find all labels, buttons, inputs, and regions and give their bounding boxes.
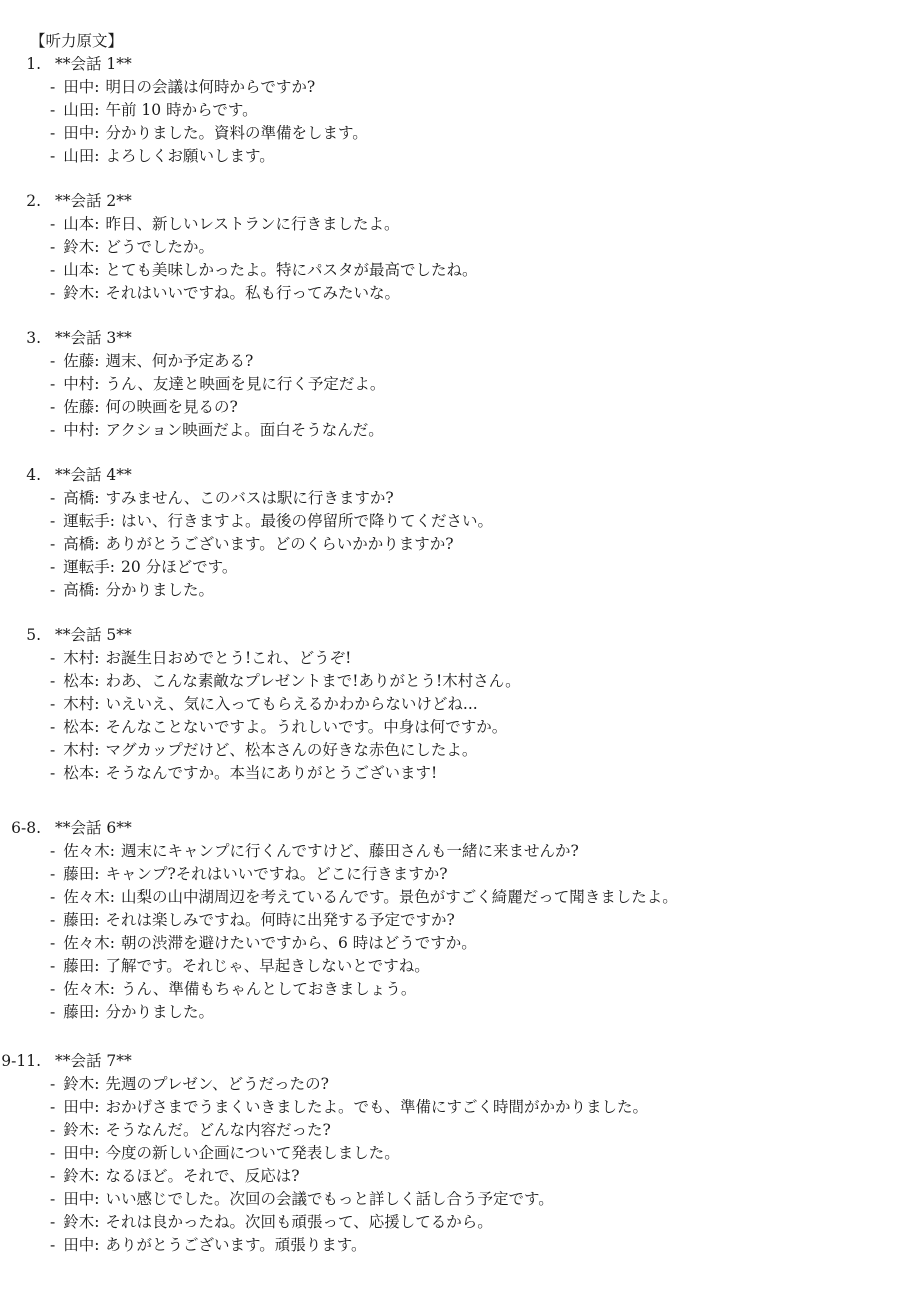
speaker-separator: : — [94, 1167, 100, 1185]
dialogue-line — [50, 236, 880, 259]
bullet-dash: - — [50, 101, 56, 119]
speaker-separator: : — [94, 1236, 100, 1254]
speaker-name: 田中 — [63, 1236, 95, 1254]
speaker-separator: : — [94, 1003, 100, 1021]
dialogue-text: 分かりました。 — [105, 1003, 215, 1021]
section-number: 9-11. — [1, 1052, 41, 1070]
dialogue-line — [50, 739, 880, 762]
dialogue-line — [50, 1165, 880, 1188]
bullet-dash: - — [50, 261, 56, 279]
section-heading: **会話 4** — [55, 466, 132, 484]
dialogue-line — [50, 556, 880, 579]
speaker-separator: : — [109, 888, 115, 906]
bullet-dash: - — [50, 398, 56, 416]
bullet-dash: - — [50, 1236, 56, 1254]
speaker-name: 高橋 — [63, 535, 95, 553]
section — [0, 817, 880, 1024]
dialogue-line — [50, 932, 880, 955]
bullet-dash: - — [50, 957, 56, 975]
dialogue-text: 今度の新しい企画について発表しました。 — [105, 1144, 400, 1162]
dialogue-text: なるほど。それで、反応は? — [105, 1167, 300, 1185]
bullet-dash: - — [50, 718, 56, 736]
speaker-name: 藤田 — [63, 911, 95, 929]
speaker-separator: : — [94, 147, 100, 165]
dialogue-line — [50, 762, 880, 785]
section-heading: **会話 3** — [55, 329, 132, 347]
bullet-dash: - — [50, 558, 56, 576]
bullet-dash: - — [50, 695, 56, 713]
dialogue-line — [50, 145, 880, 168]
speaker-separator: : — [94, 421, 100, 439]
dialogue-text: よろしくお願いします。 — [105, 147, 275, 165]
section — [0, 624, 880, 785]
section — [0, 464, 880, 602]
bullet-dash: - — [50, 1213, 56, 1231]
speaker-separator: : — [109, 558, 115, 576]
dialogue-text: アクション映画だよ。面白そうなんだ。 — [105, 421, 384, 439]
dialogue-line — [50, 955, 880, 978]
section-heading: **会話 5** — [55, 626, 132, 644]
speaker-separator: : — [94, 352, 100, 370]
dialogue-line — [50, 1073, 880, 1096]
speaker-name: 松本 — [63, 764, 95, 782]
speaker-name: 田中 — [63, 1144, 95, 1162]
dialogue-text: 何の映画を見るの? — [105, 398, 238, 416]
section-heading: **会話 2** — [55, 192, 132, 210]
speaker-separator: : — [94, 718, 100, 736]
dialogue-text: わあ、こんな素敵なプレゼントまで!ありがとう!木村さん。 — [105, 672, 521, 690]
speaker-separator: : — [94, 695, 100, 713]
dialogue-text: 明日の会議は何時からですか? — [105, 78, 316, 96]
bullet-dash: - — [50, 764, 56, 782]
speaker-name: 松本 — [63, 718, 95, 736]
speaker-separator: : — [94, 101, 100, 119]
bullet-dash: - — [50, 1190, 56, 1208]
speaker-name: 鈴木 — [63, 284, 95, 302]
dialogue-text: それは楽しみですね。何時に出発する予定ですか? — [105, 911, 455, 929]
speaker-separator: : — [94, 911, 100, 929]
page-title: 【听力原文】 — [30, 32, 124, 50]
speaker-name: 山田 — [63, 101, 95, 119]
dialogue-line — [50, 1188, 880, 1211]
dialogue-text: 先週のプレゼン、どうだったの? — [105, 1075, 329, 1093]
dialogue-text: 週末にキャンプに行くんですけど、藤田さんも一緒に来ませんか? — [121, 842, 579, 860]
dialogue-text: すみません、このバスは駅に行きますか? — [105, 489, 394, 507]
speaker-name: 田中 — [63, 124, 95, 142]
dialogue-text: 朝の渋滞を避けたいですから、6 時はどうですか。 — [121, 934, 477, 952]
dialogue-line — [50, 863, 880, 886]
dialogue-text: 午前 10 時からです。 — [105, 101, 258, 119]
section-heading: **会話 1** — [55, 55, 132, 73]
bullet-dash: - — [50, 581, 56, 599]
bullet-dash: - — [50, 1075, 56, 1093]
speaker-separator: : — [94, 1213, 100, 1231]
bullet-dash: - — [50, 284, 56, 302]
bullet-dash: - — [50, 238, 56, 256]
speaker-name: 藤田 — [63, 1003, 95, 1021]
speaker-separator: : — [94, 261, 100, 279]
speaker-separator: : — [94, 1075, 100, 1093]
section-number: 4. — [26, 466, 41, 484]
dialogue-line — [50, 909, 880, 932]
bullet-dash: - — [50, 512, 56, 530]
dialogue-line — [50, 396, 880, 419]
speaker-name: 木村 — [63, 649, 95, 667]
dialogue-line — [50, 1142, 880, 1165]
speaker-separator: : — [94, 535, 100, 553]
bullet-dash: - — [50, 1144, 56, 1162]
dialogue-line — [50, 647, 880, 670]
dialogue-line — [50, 99, 880, 122]
dialogue-text: うん、準備もちゃんとしておきましょう。 — [121, 980, 417, 998]
section-head — [0, 53, 880, 76]
speaker-name: 田中 — [63, 1190, 95, 1208]
speaker-separator: : — [94, 1190, 100, 1208]
dialogue-line — [50, 373, 880, 396]
speaker-name: 鈴木 — [63, 1167, 95, 1185]
section-head — [0, 327, 880, 350]
speaker-name: 山田 — [63, 147, 95, 165]
dialogue-text: それはいいですね。私も行ってみたいな。 — [105, 284, 401, 302]
bullet-dash: - — [50, 124, 56, 142]
dialogue-line — [50, 350, 880, 373]
bullet-dash: - — [50, 1003, 56, 1021]
dialogue-line — [50, 213, 880, 236]
speaker-name: 藤田 — [63, 957, 95, 975]
speaker-name: 鈴木 — [63, 1121, 95, 1139]
speaker-separator: : — [109, 842, 115, 860]
bullet-dash: - — [50, 147, 56, 165]
speaker-separator: : — [94, 215, 100, 233]
bullet-dash: - — [50, 911, 56, 929]
dialogue-text: 20 分ほどです。 — [121, 558, 238, 576]
dialogue-text: とても美味しかったよ。特にパスタが最高でしたね。 — [105, 261, 478, 279]
bullet-dash: - — [50, 1167, 56, 1185]
section — [0, 327, 880, 442]
dialogue-text: 週末、何か予定ある? — [105, 352, 254, 370]
speaker-name: 木村 — [63, 741, 95, 759]
bullet-dash: - — [50, 421, 56, 439]
bullet-dash: - — [50, 352, 56, 370]
bullet-dash: - — [50, 842, 56, 860]
dialogue-text: いい感じでした。次回の会議でもっと詳しく話し合う予定です。 — [105, 1190, 554, 1208]
section-number: 5. — [26, 626, 41, 644]
dialogue-line — [50, 670, 880, 693]
dialogue-text: ありがとうございます。頑張ります。 — [105, 1236, 367, 1254]
speaker-separator: : — [94, 672, 100, 690]
section-head — [0, 817, 880, 840]
bullet-dash: - — [50, 375, 56, 393]
dialogue-text: ありがとうございます。どのくらいかかりますか? — [105, 535, 454, 553]
speaker-separator: : — [94, 1144, 100, 1162]
bullet-dash: - — [50, 78, 56, 96]
section-number: 1. — [26, 55, 41, 73]
speaker-separator: : — [94, 581, 100, 599]
section-number: 3. — [26, 329, 41, 347]
bullet-dash: - — [50, 980, 56, 998]
speaker-name: 佐藤 — [63, 352, 95, 370]
section-head — [0, 464, 880, 487]
bullet-dash: - — [50, 1121, 56, 1139]
speaker-name: 田中 — [63, 1098, 95, 1116]
speaker-separator: : — [94, 1121, 100, 1139]
speaker-name: 運転手 — [63, 512, 110, 530]
bullet-dash: - — [50, 888, 56, 906]
speaker-separator: : — [94, 398, 100, 416]
dialogue-text: マグカップだけど、松本さんの好きな赤色にしたよ。 — [105, 741, 478, 759]
speaker-name: 中村 — [63, 375, 95, 393]
speaker-separator: : — [94, 865, 100, 883]
speaker-separator: : — [109, 934, 115, 952]
dialogue-line — [50, 693, 880, 716]
speaker-separator: : — [94, 284, 100, 302]
dialogue-line — [50, 76, 880, 99]
bullet-dash: - — [50, 649, 56, 667]
bullet-dash: - — [50, 865, 56, 883]
speaker-separator: : — [94, 957, 100, 975]
dialogue-line — [50, 1119, 880, 1142]
speaker-name: 高橋 — [63, 489, 95, 507]
section — [0, 190, 880, 305]
section-head — [0, 1050, 880, 1073]
speaker-separator: : — [109, 980, 115, 998]
dialogue-line — [50, 122, 880, 145]
bullet-dash: - — [50, 672, 56, 690]
section — [0, 53, 880, 168]
dialogue-text: そんなことないですよ。うれしいです。中身は何ですか。 — [105, 718, 508, 736]
dialogue-line — [50, 282, 880, 305]
speaker-separator: : — [94, 375, 100, 393]
dialogue-text: 山梨の山中湖周辺を考えているんです。景色がすごく綺麗だって聞きましたよ。 — [121, 888, 678, 906]
dialogue-text: キャンプ?それはいいですね。どこに行きますか? — [105, 865, 448, 883]
dialogue-line — [50, 1211, 880, 1234]
speaker-name: 鈴木 — [63, 238, 95, 256]
bullet-dash: - — [50, 535, 56, 553]
section-head — [0, 190, 880, 213]
speaker-name: 佐々木 — [63, 842, 110, 860]
speaker-separator: : — [94, 489, 100, 507]
dialogue-text: それは良かったね。次回も頑張って、応援してるから。 — [105, 1213, 493, 1231]
speaker-name: 佐藤 — [63, 398, 95, 416]
speaker-name: 田中 — [63, 78, 95, 96]
bullet-dash: - — [50, 215, 56, 233]
dialogue-line — [50, 1234, 880, 1257]
dialogue-text: そうなんですか。本当にありがとうございます! — [105, 764, 438, 782]
speaker-name: 鈴木 — [63, 1213, 95, 1231]
bullet-dash: - — [50, 489, 56, 507]
section — [0, 1050, 880, 1257]
speaker-name: 高橋 — [63, 581, 95, 599]
speaker-name: 山本 — [63, 261, 95, 279]
speaker-name: 佐々木 — [63, 980, 110, 998]
dialogue-line — [50, 840, 880, 863]
dialogue-line — [50, 579, 880, 602]
dialogue-line — [50, 716, 880, 739]
bullet-dash: - — [50, 934, 56, 952]
speaker-name: 鈴木 — [63, 1075, 95, 1093]
dialogue-text: 分かりました。資料の準備をします。 — [105, 124, 368, 142]
speaker-name: 中村 — [63, 421, 95, 439]
section-number: 6-8. — [11, 819, 41, 837]
dialogue-line — [50, 259, 880, 282]
dialogue-line — [50, 533, 880, 556]
dialogue-text: いえいえ、気に入ってもらえるかわからないけどね... — [105, 695, 478, 713]
speaker-separator: : — [94, 124, 100, 142]
dialogue-text: 了解です。それじゃ、早起きしないとですね。 — [105, 957, 430, 975]
section-heading: **会話 7** — [55, 1052, 132, 1070]
section-head — [0, 624, 880, 647]
speaker-name: 松本 — [63, 672, 95, 690]
dialogue-line — [50, 510, 880, 533]
speaker-separator: : — [94, 741, 100, 759]
speaker-separator: : — [109, 512, 115, 530]
speaker-name: 藤田 — [63, 865, 95, 883]
dialogue-text: 分かりました。 — [105, 581, 215, 599]
dialogue-line — [50, 487, 880, 510]
dialogue-text: どうでしたか。 — [105, 238, 215, 256]
section-heading: **会話 6** — [55, 819, 132, 837]
section-number: 2. — [26, 192, 41, 210]
speaker-name: 佐々木 — [63, 888, 110, 906]
dialogue-text: うん、友達と映画を見に行く予定だよ。 — [105, 375, 386, 393]
speaker-separator: : — [94, 649, 100, 667]
dialogue-text: おかげさまでうまくいきましたよ。でも、準備にすごく時間がかかりました。 — [105, 1098, 649, 1116]
speaker-name: 木村 — [63, 695, 95, 713]
speaker-separator: : — [94, 238, 100, 256]
speaker-name: 山本 — [63, 215, 95, 233]
dialogue-text: そうなんだ。どんな内容だった? — [105, 1121, 331, 1139]
speaker-name: 佐々木 — [63, 934, 110, 952]
speaker-name: 運転手 — [63, 558, 110, 576]
dialogue-line — [50, 419, 880, 442]
transcript — [0, 53, 880, 1257]
speaker-separator: : — [94, 764, 100, 782]
dialogue-line — [50, 1096, 880, 1119]
dialogue-line — [50, 978, 880, 1001]
bullet-dash: - — [50, 1098, 56, 1116]
bullet-dash: - — [50, 741, 56, 759]
dialogue-text: お誕生日おめでとう!これ、どうぞ! — [105, 649, 352, 667]
dialogue-text: 昨日、新しいレストランに行きましたよ。 — [105, 215, 400, 233]
dialogue-text: はい、行きますよ。最後の停留所で降りてください。 — [121, 512, 494, 530]
speaker-separator: : — [94, 78, 100, 96]
dialogue-line — [50, 1001, 880, 1024]
speaker-separator: : — [94, 1098, 100, 1116]
dialogue-line — [50, 886, 880, 909]
